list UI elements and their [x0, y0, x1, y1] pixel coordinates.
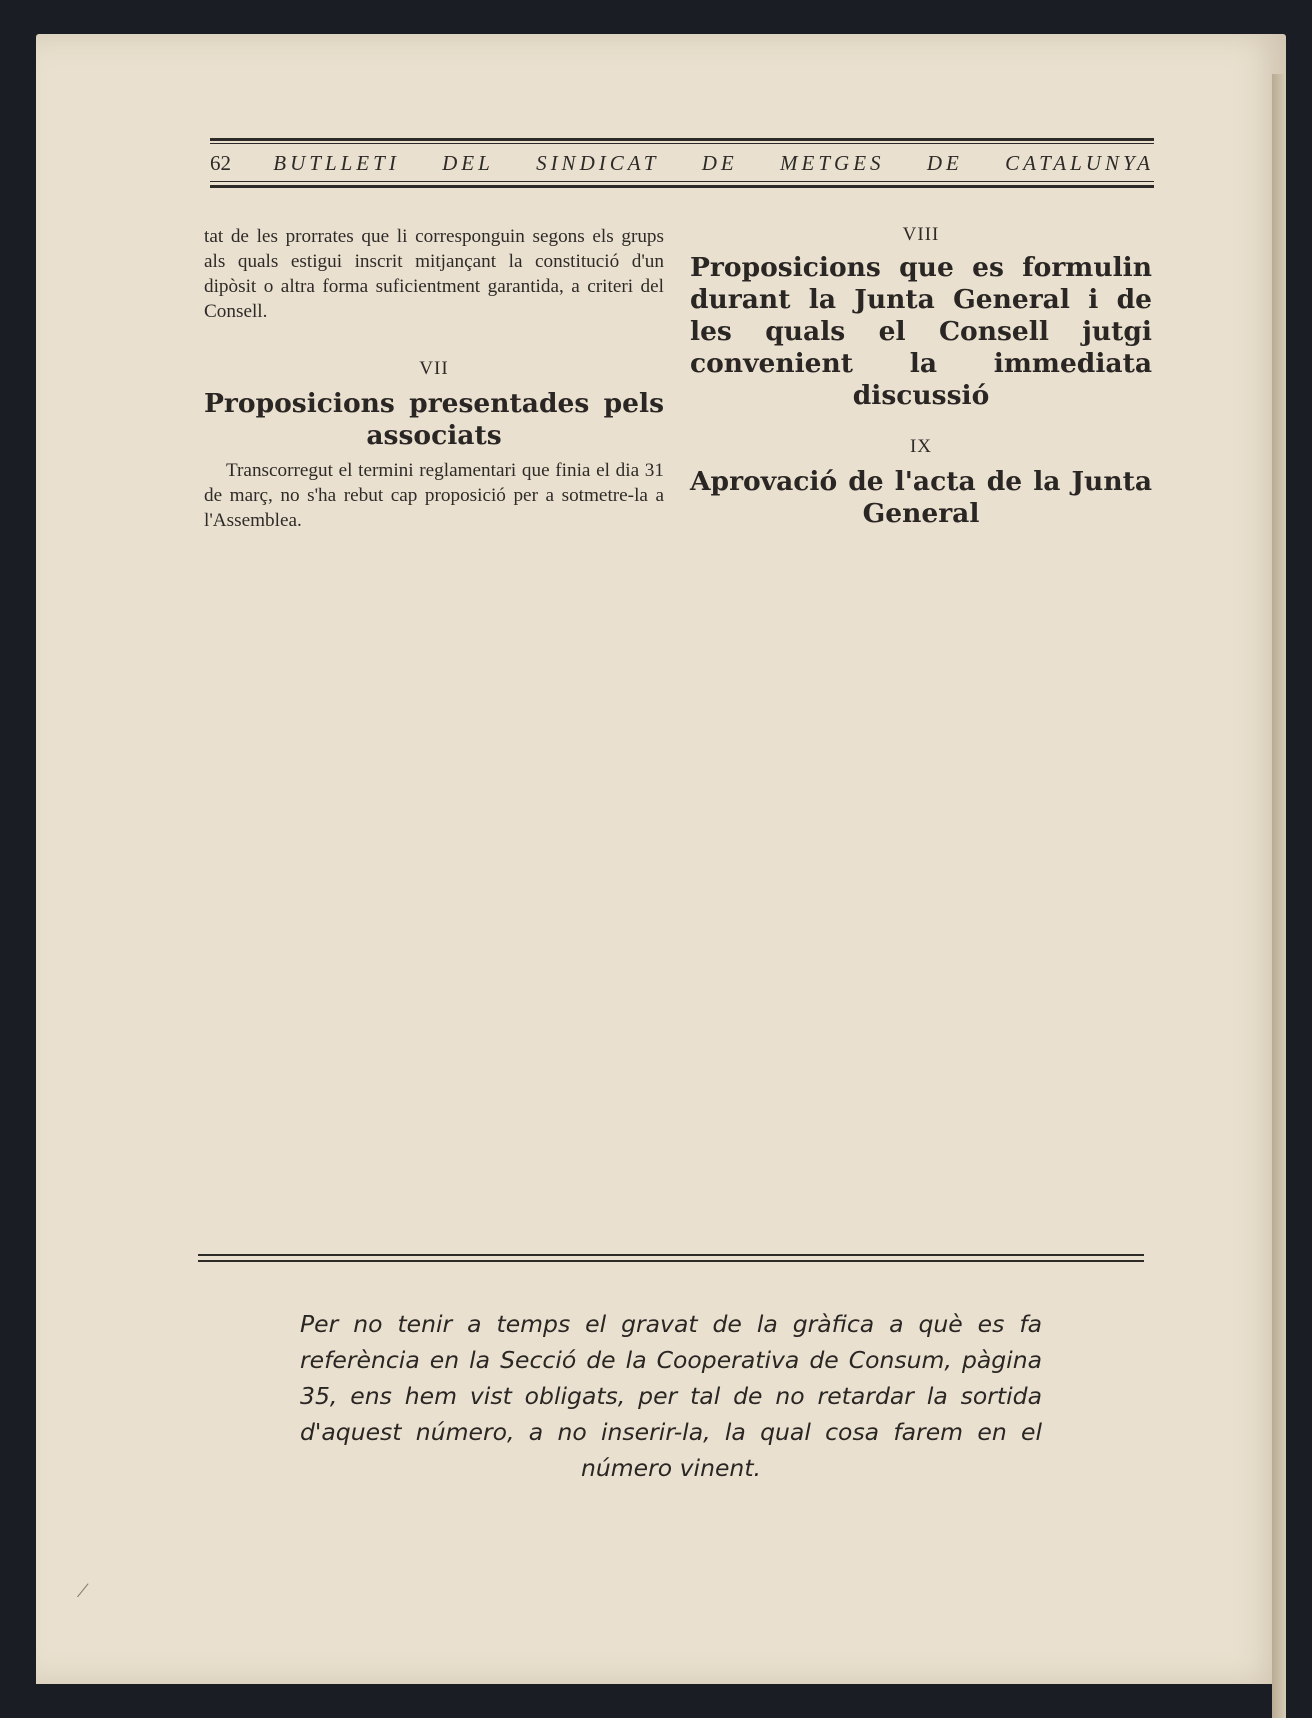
header-word: SINDICAT [536, 150, 660, 175]
header-word: METGES [780, 150, 885, 175]
header-top-rule [210, 138, 1154, 141]
section-numeral-ix: IX [909, 436, 933, 457]
pencil-mark: / [74, 1577, 91, 1605]
section-numeral-vii: VII [419, 358, 449, 379]
header-word: DE [701, 150, 738, 175]
running-header [210, 138, 1154, 193]
section-heading-ix: Aprovació de l'acta de la Junta General [690, 466, 1152, 529]
intro-paragraph: tat de les prorrates que li corresponguin segons els grups als quals estigui inscrit mitjançant la constitució d'un dipòsit o altra forma suficientment garantida, a criteri del Consell. [204, 226, 664, 322]
right-column [690, 224, 1152, 530]
page-edge [1272, 74, 1286, 1718]
section-body-vii: Transcorregut el termini reglamentari que finia el dia 31 de març, no s'ha rebut cap proposició per a sotmetre-la a l'Assemblea. [204, 460, 664, 531]
header-bottom-rule [210, 185, 1154, 188]
header-top-rule-thin [210, 143, 1154, 144]
footnote-rule-top [198, 1254, 1144, 1256]
left-column [204, 224, 664, 533]
header-bottom-rule-thin [210, 181, 1154, 182]
footnote-text: Per no tenir a temps el gravat de la gràfica a què es fa referència en la Secció de la Cooperativa de Consum, pàgina 35, ens hem vist obligats, per tal de no retardar la sortida d'aquest número, a no inserir-la, la qual cosa farem en el número vinent. [300, 1310, 1042, 1482]
header-text [210, 148, 1154, 178]
footnote-rule-bottom [198, 1260, 1144, 1262]
section-heading-viii: Proposicions que es formulin durant la Junta General i de les quals el Consell jutgi convenient la immediata discussió [690, 252, 1152, 411]
section-heading-vii: Proposicions presentades pels associats [204, 388, 664, 451]
footnote-rule [198, 1254, 1144, 1264]
header-word: DEL [442, 150, 494, 175]
page-number: 62 [210, 150, 231, 175]
header-word: DE [926, 150, 963, 175]
header-word: BUTLLETI [273, 150, 400, 175]
section-numeral-viii: VIII [902, 224, 940, 245]
header-word: CATALUNYA [1005, 150, 1154, 175]
